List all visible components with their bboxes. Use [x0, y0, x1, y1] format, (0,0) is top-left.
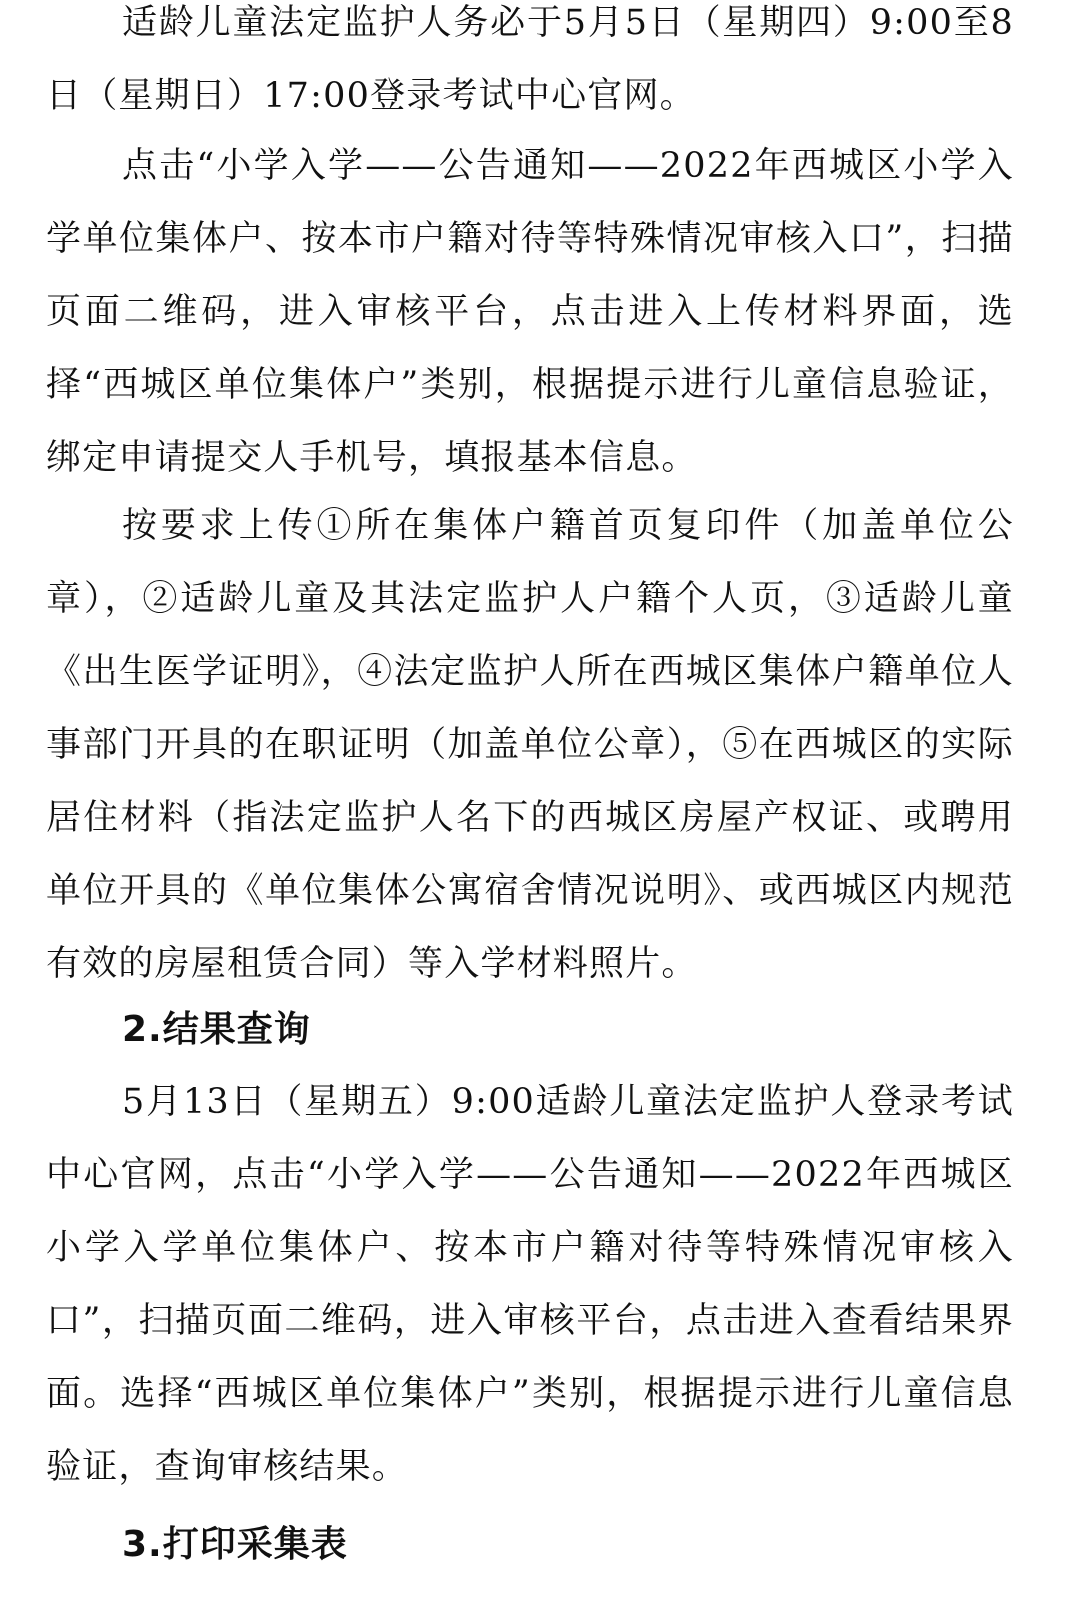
heading-print-form: 3.打印采集表	[122, 1524, 348, 1565]
paragraph-login-period: 适龄儿童法定监护人务必于5月5日（星期四）9:00至8日（星期日）17:00登录考试中心官网。	[46, 3, 1014, 116]
paragraph-result-query: 5月13日（星期五）9:00适龄儿童法定监护人登录考试中心官网，点击“小学入学——公告通知——2022年西城区小学入学单位集体户、按本市户籍对待等特殊情况审核入口”，扫描页面二维码，进入审核平台，点击进入查看结果界面。选择“西城区单位集体户”类别，根据提示进行儿童信息验证，查询审核结果。	[46, 1082, 1014, 1487]
paragraph-upload-entry: 点击“小学入学——公告通知——2022年西城区小学入学单位集体户、按本市户籍对待等特殊情况审核入口”，扫描页面二维码，进入审核平台，点击进入上传材料界面，选择“西城区单位集体户”类别，根据提示进行儿童信息验证，绑定申请提交人手机号，填报基本信息。	[46, 146, 1014, 478]
heading-result-query: 2.结果查询	[122, 1009, 311, 1050]
paragraph-required-materials: 按要求上传①所在集体户籍首页复印件（加盖单位公章），②适龄儿童及其法定监护人户籍个人页，③适龄儿童《出生医学证明》，④法定监护人所在西城区集体户籍单位人事部门开具的在职证明（加盖单位公章），⑤在西城区的实际居住材料（指法定监护人名下的西城区房屋产权证、或聘用单位开具的《单位集体公寓宿舍情况说明》、或西城区内规范有效的房屋租赁合同）等入学材料照片。	[46, 506, 1014, 984]
